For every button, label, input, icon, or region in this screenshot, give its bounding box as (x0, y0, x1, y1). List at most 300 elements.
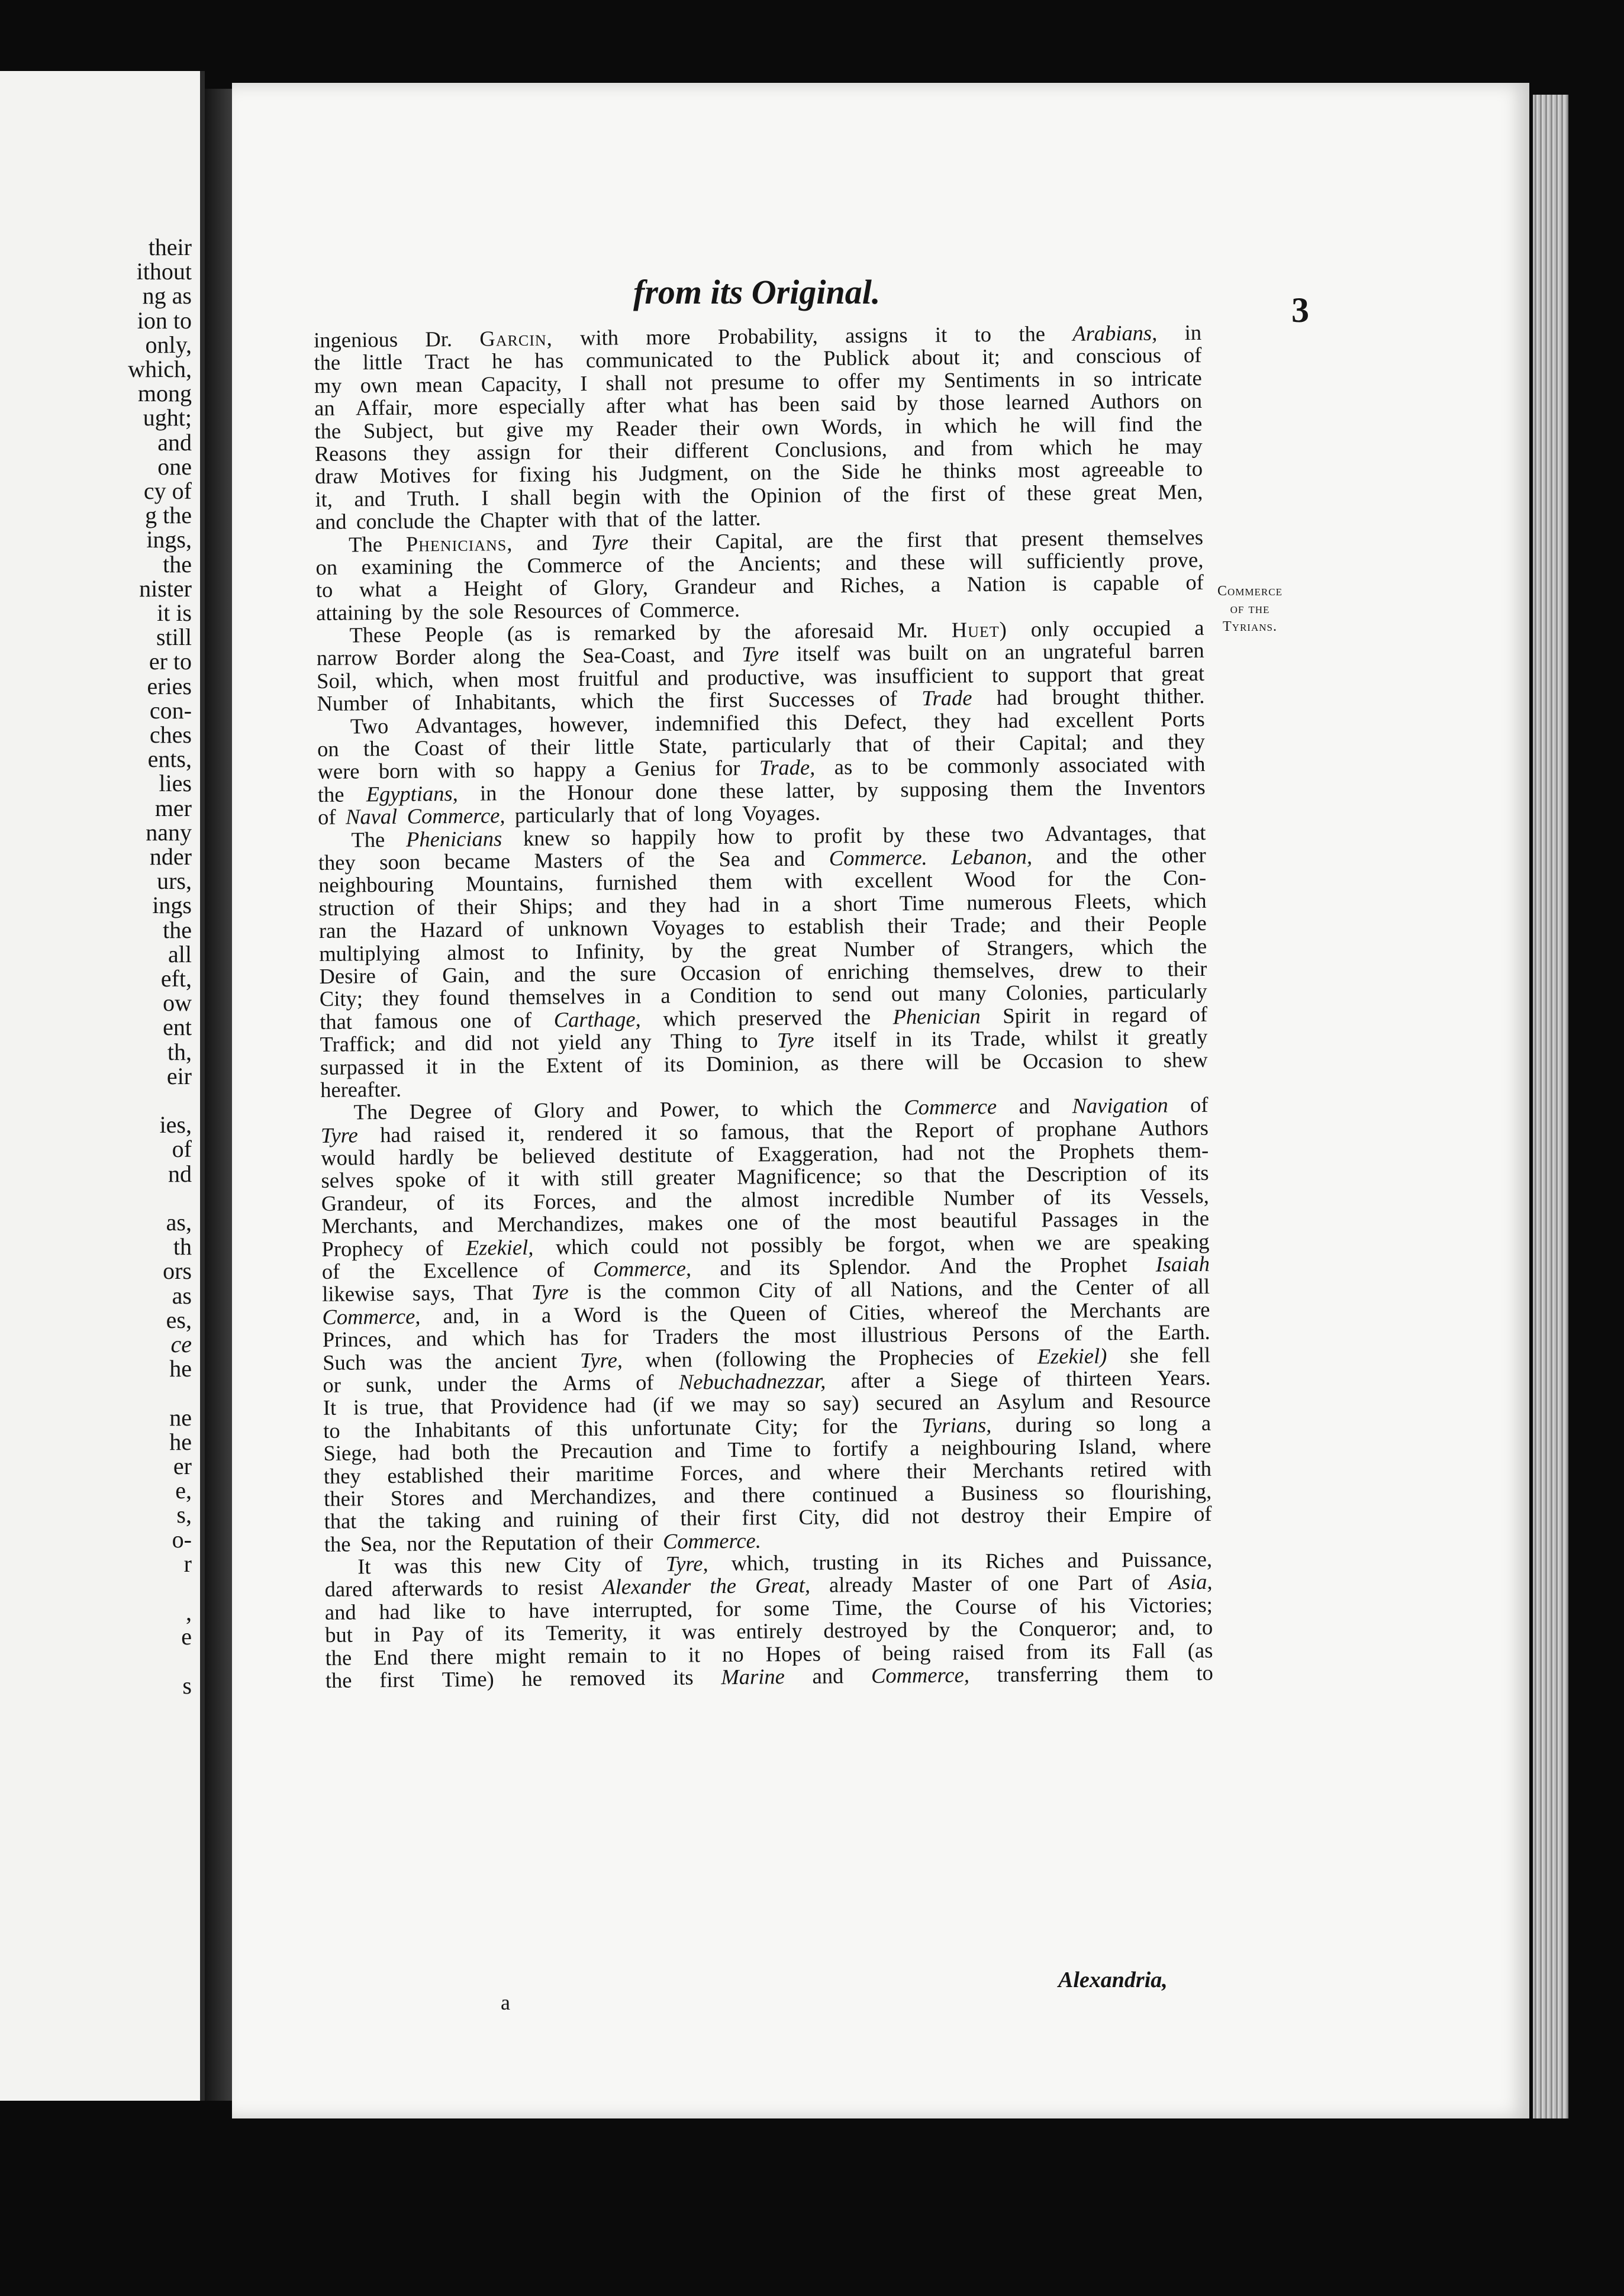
word: These (349, 622, 401, 647)
word: the (445, 1530, 472, 1555)
word: for (822, 1413, 848, 1439)
word: that (440, 1394, 473, 1419)
word: the (370, 917, 397, 943)
word: speaking (1132, 1228, 1210, 1254)
word: Resource (1130, 1388, 1211, 1413)
word: Number (317, 691, 388, 716)
word: Providence (490, 1393, 588, 1418)
word: more (646, 324, 691, 350)
word: struction (318, 895, 395, 920)
facing-page-word-fragment: mer (154, 794, 192, 821)
word: Sea, (360, 1531, 397, 1556)
facing-page-word-fragment: es, (166, 1306, 192, 1333)
word: Forces, (680, 1460, 743, 1485)
word: forgot, (887, 1231, 946, 1256)
word: Exaggeration, (758, 1140, 879, 1166)
word: multiplying (319, 940, 420, 966)
word: and (720, 1255, 752, 1281)
word: Colonies, (1006, 979, 1088, 1005)
word: for (472, 462, 498, 488)
word: rendered (547, 1120, 623, 1146)
word: Prophet (1059, 1252, 1127, 1278)
word: and (354, 486, 386, 511)
word: and (1029, 912, 1062, 937)
word: was (823, 663, 858, 689)
word: Persons (972, 1321, 1040, 1346)
word: with (540, 1166, 580, 1191)
word: likewise (322, 1281, 395, 1307)
word: selves (321, 1168, 374, 1193)
word: remain (567, 1643, 628, 1668)
word: and, (1138, 1615, 1175, 1640)
word: to (974, 322, 992, 347)
word: Asylum (996, 1389, 1065, 1414)
word: which (780, 1095, 834, 1121)
word: and (981, 1276, 1013, 1301)
word: Asia, (1168, 1569, 1213, 1594)
facing-page-word-fragment: ught; (143, 404, 192, 431)
word: Passages (1041, 1207, 1119, 1232)
word: he (1118, 434, 1139, 459)
word: which (472, 1326, 526, 1350)
word: and (414, 1031, 446, 1056)
facing-page-word-fragment: ow (163, 989, 192, 1017)
word: other (1161, 842, 1206, 868)
word: City; (319, 986, 363, 1011)
word: when (967, 1230, 1015, 1256)
word: and (1056, 843, 1088, 869)
word: Words, (821, 414, 883, 439)
word: of (1185, 570, 1204, 595)
word: this (450, 1553, 482, 1578)
word: and (774, 846, 805, 871)
word: from (1026, 1639, 1068, 1664)
word: of (648, 506, 667, 531)
body-text (314, 321, 1213, 1692)
facing-page-word-fragment: which, (128, 356, 192, 382)
word: Empire (1108, 1501, 1172, 1527)
word: City; (755, 1414, 798, 1439)
word: the (720, 937, 747, 962)
word: along (472, 644, 521, 669)
word: where (827, 1459, 881, 1484)
word: surpassed (320, 1054, 404, 1079)
word: with (784, 868, 823, 894)
word: my (565, 416, 594, 441)
word: their (955, 731, 995, 756)
word: be (478, 1144, 498, 1169)
facing-page-word-fragment: all (168, 940, 192, 968)
word: Capacity, (481, 371, 562, 396)
word: neighbouring (318, 872, 434, 898)
word: there (860, 1049, 904, 1075)
word: so (495, 757, 515, 782)
word: the (793, 459, 820, 485)
word: the (368, 1258, 395, 1284)
word: and (442, 1212, 473, 1237)
word: yield (558, 1029, 602, 1055)
word: two (991, 821, 1024, 846)
word: incredible (827, 1186, 914, 1211)
word: raised (952, 1639, 1004, 1665)
word: in (373, 1622, 391, 1647)
word: spoke (395, 1167, 446, 1192)
word: and (416, 1326, 448, 1351)
word: and (1022, 344, 1054, 369)
facing-page-word-fragment: ent (163, 1014, 192, 1041)
word: themselves (1107, 524, 1204, 550)
word: it (1116, 1025, 1129, 1050)
word: believed (521, 1143, 595, 1169)
word: all (1188, 1274, 1210, 1299)
word: however, (549, 711, 629, 737)
word: the (317, 782, 344, 807)
word: of (912, 731, 931, 756)
word: narrow (316, 645, 378, 670)
word: and (315, 509, 347, 534)
facing-page-word-fragment: urs, (157, 868, 192, 895)
word: It (323, 1395, 337, 1420)
word: Tyre (591, 529, 629, 554)
word: I (481, 485, 489, 510)
word: offer (837, 368, 880, 394)
word: and (782, 573, 814, 598)
word: his (592, 461, 618, 486)
word: City (563, 1552, 602, 1577)
facing-page-word-fragment: eries (147, 672, 192, 699)
word: be (845, 1231, 866, 1256)
word: the (363, 736, 390, 761)
word: shew (1163, 1047, 1208, 1072)
facing-page-word-fragment: ion to (137, 307, 192, 334)
word: continued (812, 1481, 898, 1507)
word: maritime (575, 1460, 654, 1486)
word: of (546, 1257, 565, 1282)
word: and (913, 436, 945, 461)
word: already (829, 1572, 893, 1597)
word: their (457, 894, 497, 919)
word: beautiful (940, 1207, 1017, 1233)
word: the (774, 346, 801, 371)
word: that (855, 731, 888, 757)
word: only (1030, 616, 1069, 641)
word: retired (1090, 1456, 1147, 1482)
word: his (1080, 1593, 1106, 1618)
facing-page-word-fragment: th (173, 1233, 192, 1260)
word: in (904, 413, 922, 438)
facing-page-word-fragment: th, (167, 1038, 192, 1065)
word: for (557, 439, 582, 464)
word: to (1126, 956, 1143, 981)
word: a (915, 1368, 926, 1392)
word: had (997, 708, 1029, 733)
word: being (882, 1640, 931, 1665)
word: and (1019, 1094, 1051, 1118)
word: which (580, 688, 634, 714)
word: which (663, 1005, 716, 1031)
word: thirteen (1065, 1365, 1132, 1391)
word: it (507, 1166, 520, 1191)
word: the (1030, 1275, 1058, 1300)
word: that (320, 1009, 353, 1034)
word: has (534, 348, 564, 373)
word: Nebuchadnezzar, (678, 1368, 826, 1394)
word: most (1017, 457, 1060, 482)
word: in (502, 1302, 520, 1328)
word: be (980, 1049, 1001, 1073)
word: the (744, 619, 771, 644)
word: of (666, 801, 685, 827)
facing-page-word-fragment: as (172, 1282, 192, 1309)
word: makes (647, 1210, 703, 1236)
word: great (773, 937, 817, 962)
word: their (680, 1505, 720, 1530)
word: its (931, 1026, 952, 1052)
word: its (504, 1621, 525, 1646)
word: Coast (414, 735, 464, 760)
word: Number (843, 936, 915, 961)
word: did (862, 1504, 890, 1529)
word: Height (463, 576, 523, 601)
word: It (357, 1554, 371, 1579)
word: they (413, 440, 451, 465)
side-note (1203, 582, 1297, 636)
word: so (787, 1391, 807, 1416)
word: Carthage, (553, 1006, 641, 1032)
word: Hopes (765, 1641, 821, 1666)
facing-page-word-fragment: ng as (142, 282, 192, 309)
facing-page-word-fragment: s (182, 1672, 192, 1699)
word: transferring (997, 1661, 1098, 1687)
word: had (708, 892, 740, 917)
word: Tyre, (579, 1347, 623, 1372)
word: resist (537, 1575, 584, 1600)
word: communicated (585, 347, 713, 373)
word: from (971, 435, 1013, 460)
word: and (683, 1483, 715, 1508)
word: as (820, 1050, 839, 1075)
word: the (680, 1301, 707, 1326)
side-note-line: Tyrians. (1223, 619, 1277, 634)
word: the (906, 1594, 933, 1620)
word: after (605, 393, 646, 418)
word: Riches (985, 1548, 1045, 1573)
word: The (348, 531, 383, 557)
word: Such (323, 1349, 366, 1375)
word: Merchants (1069, 1297, 1161, 1323)
word: State, (658, 733, 708, 758)
word: neighbouring (941, 1434, 1057, 1460)
word: of (1190, 1092, 1209, 1117)
word: their (613, 1528, 653, 1554)
word: there (742, 1482, 785, 1507)
word: of (1043, 1184, 1062, 1210)
word: one (727, 1210, 759, 1235)
word: that (606, 507, 639, 531)
word: of (1148, 1160, 1167, 1186)
word: I (580, 370, 588, 395)
word: agreeable (1081, 456, 1165, 482)
word: by (401, 599, 423, 624)
word: of (611, 598, 630, 623)
word: has (729, 392, 759, 417)
word: of (808, 1300, 827, 1325)
word: Reader (616, 415, 678, 441)
word: Business (961, 1480, 1038, 1505)
word: a (1201, 1410, 1211, 1435)
word: a (660, 983, 671, 1008)
word: them- (1158, 1137, 1209, 1163)
word: of (1131, 1570, 1150, 1595)
word: Mountains, (465, 870, 564, 897)
word: insufficient (875, 663, 974, 688)
word: Inhabitants, (455, 689, 556, 715)
word: had (379, 1599, 411, 1624)
word: of (416, 895, 435, 920)
word: became (444, 849, 511, 874)
word: to (735, 346, 753, 372)
facing-page-word-fragment: lies (159, 770, 192, 797)
word: it, (315, 486, 333, 511)
word: Men, (1158, 479, 1203, 504)
word: for (715, 1596, 741, 1621)
word: furnished (595, 870, 678, 895)
word: great (1161, 660, 1205, 686)
word: of (941, 936, 960, 960)
word: Tyrians, (921, 1412, 992, 1437)
word: it (426, 1053, 438, 1078)
facing-page-word-fragment: er to (149, 648, 192, 675)
word: of (624, 1552, 643, 1576)
facing-page-word-fragment: as, (166, 1209, 192, 1236)
word: will (1062, 412, 1097, 437)
word: present (1021, 525, 1084, 551)
word: dared (324, 1576, 373, 1602)
word: my (314, 373, 342, 398)
word: most (874, 1208, 917, 1234)
word: like (433, 1598, 466, 1624)
word: the (1020, 1298, 1048, 1323)
word: themselves, (933, 957, 1035, 983)
word: especially (498, 394, 585, 419)
word: City, (798, 1504, 840, 1530)
word: with (1167, 752, 1206, 776)
signature-mark: a (501, 1991, 510, 2014)
word: Arms (562, 1370, 611, 1395)
word: Prophecy (321, 1236, 404, 1261)
word: he (1019, 412, 1040, 437)
word: had (398, 1440, 430, 1465)
word: Number (943, 1185, 1014, 1210)
word: of (782, 1210, 801, 1234)
word: almost (447, 939, 505, 965)
word: its (941, 1549, 962, 1573)
facing-page-word-fragment: eir (166, 1062, 192, 1089)
word: Grandeur (674, 573, 756, 599)
word: under (437, 1371, 486, 1397)
word: brought (1052, 684, 1120, 710)
word: are (1183, 1297, 1210, 1322)
word: the (1004, 1253, 1032, 1278)
facing-page-word-fragment: the (163, 916, 192, 943)
word: when (645, 1347, 692, 1372)
word: these (1027, 480, 1072, 505)
word: of (1151, 1274, 1170, 1299)
word: and (657, 665, 689, 690)
word: famous, (720, 1118, 790, 1144)
word: to (501, 1575, 519, 1600)
word: supposing (900, 776, 988, 802)
word: some (763, 1595, 810, 1621)
word: common (664, 1278, 740, 1304)
word: its (1090, 1638, 1111, 1663)
word: of (467, 1166, 486, 1192)
word: Defect, (844, 708, 907, 734)
word: that (1110, 661, 1143, 686)
word: a (930, 572, 941, 597)
word: the (1019, 321, 1046, 346)
word: to (649, 1642, 667, 1667)
page-edges (1533, 95, 1568, 2118)
word: Ezekiel) (1037, 1343, 1107, 1368)
word: but (325, 1622, 353, 1647)
word: aforesaid (794, 618, 874, 644)
word: the (702, 483, 729, 508)
word: to (794, 1436, 811, 1462)
facing-page-word-fragment: e, (175, 1477, 192, 1504)
word: begin (572, 484, 621, 509)
word: Alexander (602, 1574, 691, 1600)
word: Merchandizes, (497, 1211, 624, 1237)
word: had (604, 1392, 636, 1418)
word: in (762, 891, 779, 917)
word: Authors (1138, 1115, 1209, 1140)
word: what (666, 392, 709, 417)
word: had (380, 1122, 412, 1147)
word: Commerce. (662, 1528, 762, 1553)
word: them (708, 869, 753, 894)
word: no (721, 1642, 744, 1666)
word: of (842, 1640, 861, 1665)
word: Occasion (680, 960, 761, 985)
word: its (484, 1189, 504, 1214)
word: Fleets, (1074, 888, 1132, 914)
word: could (630, 1233, 679, 1259)
word: was (857, 640, 891, 666)
word: Cities, (849, 1299, 906, 1324)
word: done (655, 779, 698, 804)
word: was (681, 1619, 716, 1644)
word: their (1167, 956, 1207, 981)
word: Earth. (1158, 1320, 1210, 1344)
word: of (321, 1259, 340, 1284)
word: Side (841, 459, 880, 484)
word: the (882, 481, 910, 507)
word: with (1172, 1456, 1212, 1481)
facing-page-word-fragment: it is (157, 599, 192, 626)
word: for (1047, 866, 1073, 891)
word: so (883, 1163, 903, 1188)
word: Tyre, (665, 1551, 708, 1576)
word: their (530, 734, 571, 759)
word: for (603, 1324, 629, 1349)
word: Trade; (950, 912, 1007, 937)
word: says, (412, 1281, 456, 1306)
word: Queen (729, 1300, 787, 1326)
word: productive, (707, 664, 805, 690)
word: Report (914, 1117, 974, 1142)
word: Sentiments (943, 367, 1040, 392)
